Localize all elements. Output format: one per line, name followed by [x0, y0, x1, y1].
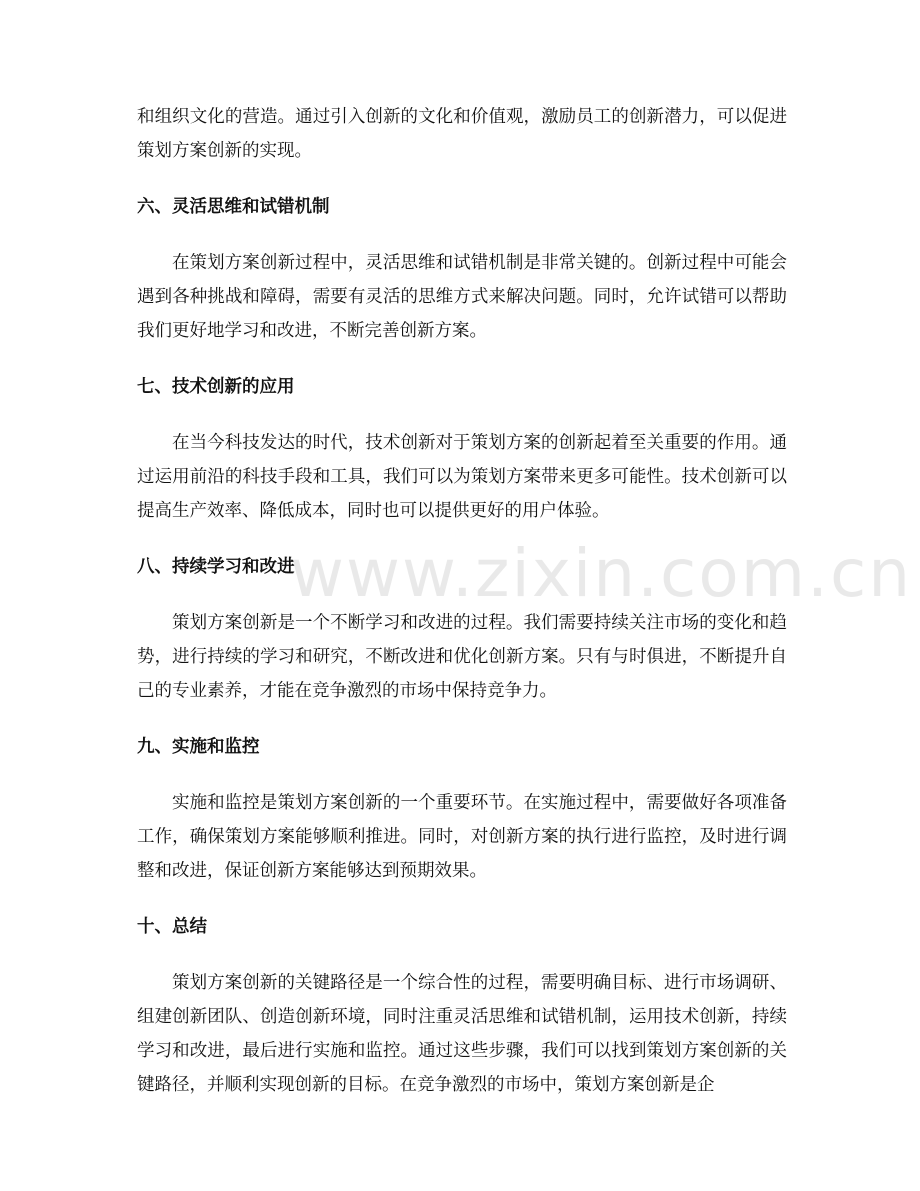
section-body-8: 策划方案创新是一个不断学习和改进的过程。我们需要持续关注市场的变化和趋势，进行持续的学习和研究，不断改进和优化创新方案。只有与时俱进，不断提升自己的专业素养，才能在竞争激烈的市场中保持竞争力。	[137, 613, 787, 701]
section-heading-9: 九、实施和监控	[137, 737, 260, 757]
section-heading-10: 十、总结	[137, 917, 207, 937]
section-heading-7: 七、技术创新的应用	[137, 377, 295, 397]
section-heading-8: 八、持续学习和改进	[137, 557, 295, 577]
intro-paragraph: 和组织文化的营造。通过引入创新的文化和价值观，激励员工的创新潜力，可以促进策划方案创新的实现。	[137, 107, 787, 161]
section-body-7: 在当今科技发达的时代，技术创新对于策划方案的创新起着至关重要的作用。通过运用前沿的科技手段和工具，我们可以为策划方案带来更多可能性。技术创新可以提高生产效率、降低成本，同时也可以提供更好的用户体验。	[137, 433, 787, 521]
section-body-10: 策划方案创新的关键路径是一个综合性的过程，需要明确目标、进行市场调研、组建创新团队、创造创新环境，同时注重灵活思维和试错机制，运用技术创新，持续学习和改进，最后进行实施和监控。通过这些步骤，我们可以找到策划方案创新的关键路径，并顺利实现创新的目标。在竞争激烈的市场中，策划方案创新是企	[137, 973, 787, 1095]
watermark: www.zixin.com.cn	[290, 535, 913, 612]
section-body-6: 在策划方案创新过程中，灵活思维和试错机制是非常关键的。创新过程中可能会遇到各种挑战和障碍，需要有灵活的思维方式来解决问题。同时，允许试错可以帮助我们更好地学习和改进，不断完善创新方案。	[137, 253, 787, 341]
section-heading-6: 六、灵活思维和试错机制	[137, 197, 330, 217]
section-body-9: 实施和监控是策划方案创新的一个重要环节。在实施过程中，需要做好各项准备工作，确保策划方案能够顺利推进。同时，对创新方案的执行进行监控，及时进行调整和改进，保证创新方案能够达到预期效果。	[137, 793, 787, 881]
